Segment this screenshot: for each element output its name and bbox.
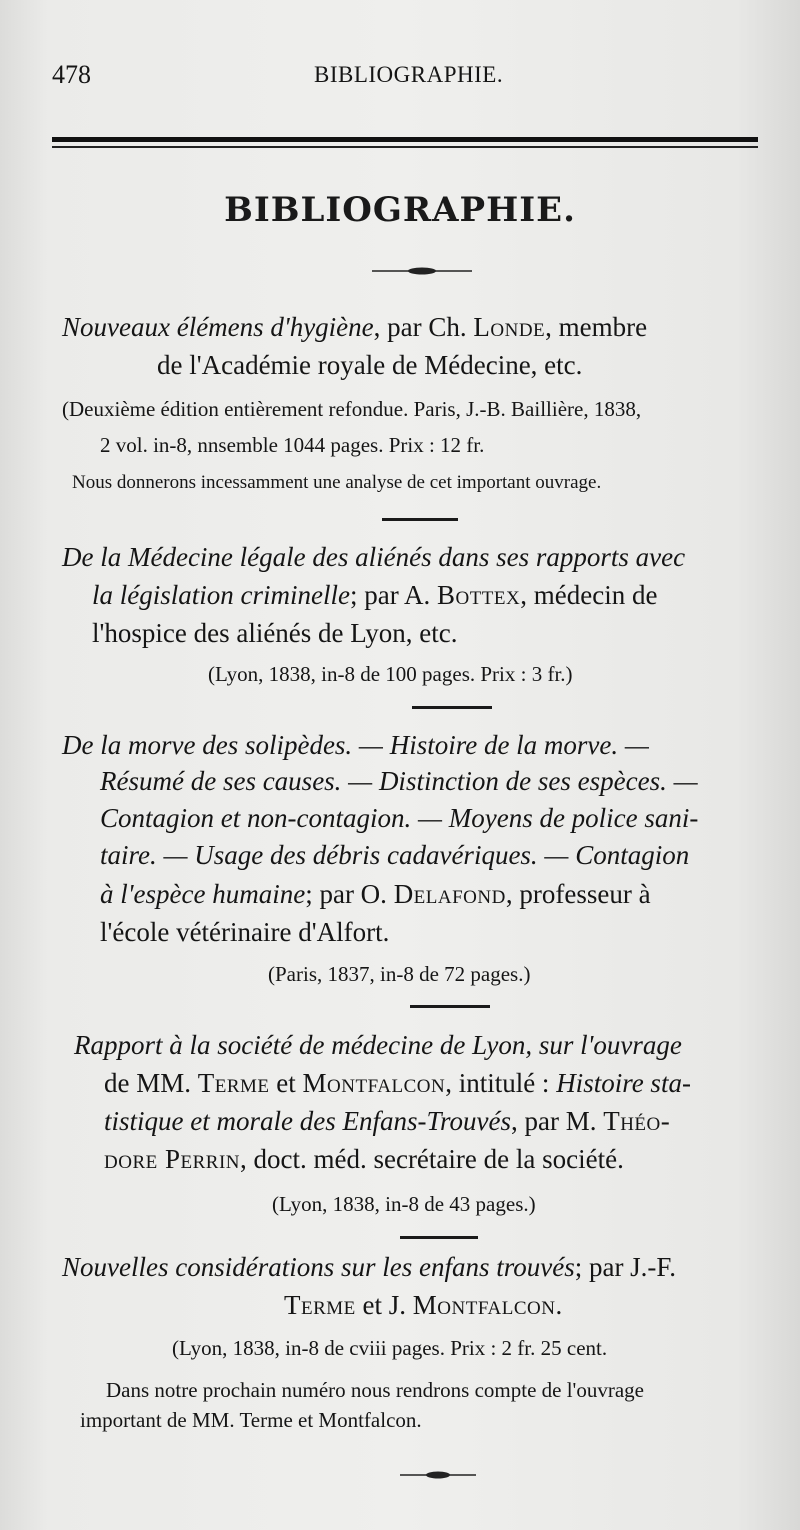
section-title: BIBLIOGRAPHIE. [224, 190, 576, 230]
entry-title-line [284, 1290, 562, 1321]
publication-details: (Lyon, 1838, in-8 de 43 pages.) [272, 1192, 536, 1216]
entry-separator [410, 1005, 490, 1008]
entry-title: tistique et morale des Enfans-Trouvés [104, 1106, 511, 1136]
entry-title-line [104, 1068, 691, 1099]
entry-text: , membre [545, 312, 648, 342]
entry-text: ; par A. [349, 580, 437, 610]
entry-title-line: l'hospice des aliénés de Lyon, etc. [92, 618, 458, 648]
entry-title-line: De la morve des solipèdes. — Histoire de la morve. — [62, 730, 649, 760]
author-name: Londe [473, 312, 546, 342]
entry-title-line [62, 312, 647, 343]
author-name: Montfalcon [412, 1290, 556, 1320]
publication-details: (Lyon, 1838, in-8 de 100 pages. Prix : 3 fr.) [208, 662, 573, 686]
editorial-note: important de MM. Terme et Montfalcon. [80, 1408, 422, 1432]
entry-title-line [104, 1106, 670, 1137]
entry-separator [382, 518, 458, 521]
entry-text: et J. [355, 1290, 413, 1320]
entry-title-line [62, 1252, 676, 1283]
entry-title-line [157, 350, 582, 381]
entry-title: Nouvelles considérations sur les enfans trouvés [62, 1252, 575, 1282]
entry-text: et [269, 1068, 303, 1098]
entry-separator [400, 1236, 478, 1239]
entry-title: Histoire sta- [556, 1068, 691, 1098]
author-name: dore Perrin [104, 1144, 240, 1174]
publication-details: (Lyon, 1838, in-8 de cviii pages. Prix : 2 fr. 25 cent. [172, 1336, 608, 1360]
page-header [52, 60, 752, 100]
entry-title-line: Rapport à la société de médecine de Lyon, sur l'ouvrage [74, 1030, 682, 1060]
entry-title-line [92, 580, 657, 611]
entry-title-line: Résumé de ses causes. — Distinction de ses espèces. — [100, 766, 698, 796]
author-name: Théo- [603, 1106, 671, 1136]
publication-details: 2 vol. in-8, nnsemble 1044 pages. Prix : 12 fr. [100, 433, 485, 457]
header-rule-thin [52, 146, 758, 148]
ornament-divider [372, 266, 472, 276]
entry-text: , médecin de [520, 580, 658, 610]
author-name: Terme [197, 1068, 270, 1098]
publication-details: (Deuxième édition entièrement refondue. Paris, J.-B. Baillière, 1838, [62, 397, 642, 421]
author-name: Montfalcon [302, 1068, 446, 1098]
entry-separator [412, 706, 492, 709]
entry-text: de MM. [104, 1068, 198, 1098]
entry-title: la législation criminelle [92, 580, 350, 610]
entry-title-line [100, 879, 651, 910]
editorial-note: Dans notre prochain numéro nous rendrons compte de l'ouvrage [106, 1378, 644, 1402]
entry-text: , doct. méd. secrétaire de la société. [240, 1144, 624, 1174]
author-name: Delafond [393, 879, 506, 909]
entry-text: de l'Académie royale de Médecine, etc. [157, 350, 583, 380]
publication-details: (Paris, 1837, in-8 de 72 pages.) [268, 962, 531, 986]
entry-title-line [104, 1144, 624, 1175]
entry-text: . [555, 1290, 563, 1320]
entry-text: , professeur à [505, 879, 651, 909]
running-title: BIBLIOGRAPHIE. [314, 62, 504, 87]
entry-title-line: Contagion et non-contagion. — Moyens de police sani- [100, 803, 699, 833]
editorial-note: Nous donnerons incessamment une analyse de cet important ouvrage. [72, 472, 602, 493]
entry-title-line: l'école vétérinaire d'Alfort. [100, 917, 390, 947]
entry-text: , par Ch. [373, 312, 474, 342]
ornament-divider [400, 1470, 476, 1480]
page-number: 478 [52, 60, 91, 89]
entry-text: ; par O. [305, 879, 394, 909]
entry-text: ; par J.-F. [574, 1252, 677, 1282]
entry-text: , intitulé : [445, 1068, 557, 1098]
entry-title-line: De la Médecine légale des aliénés dans ses rapports avec [62, 542, 686, 572]
entry-text: , par M. [510, 1106, 604, 1136]
author-name: Terme [284, 1290, 356, 1320]
author-name: Bottex [436, 580, 521, 610]
entry-title: Nouveaux élémens d'hygiène [62, 312, 374, 342]
header-rule-thick [52, 137, 758, 142]
entry-title: à l'espèce humaine [100, 879, 306, 909]
entry-title-line: taire. — Usage des débris cadavériques. — Contagion [100, 840, 690, 870]
